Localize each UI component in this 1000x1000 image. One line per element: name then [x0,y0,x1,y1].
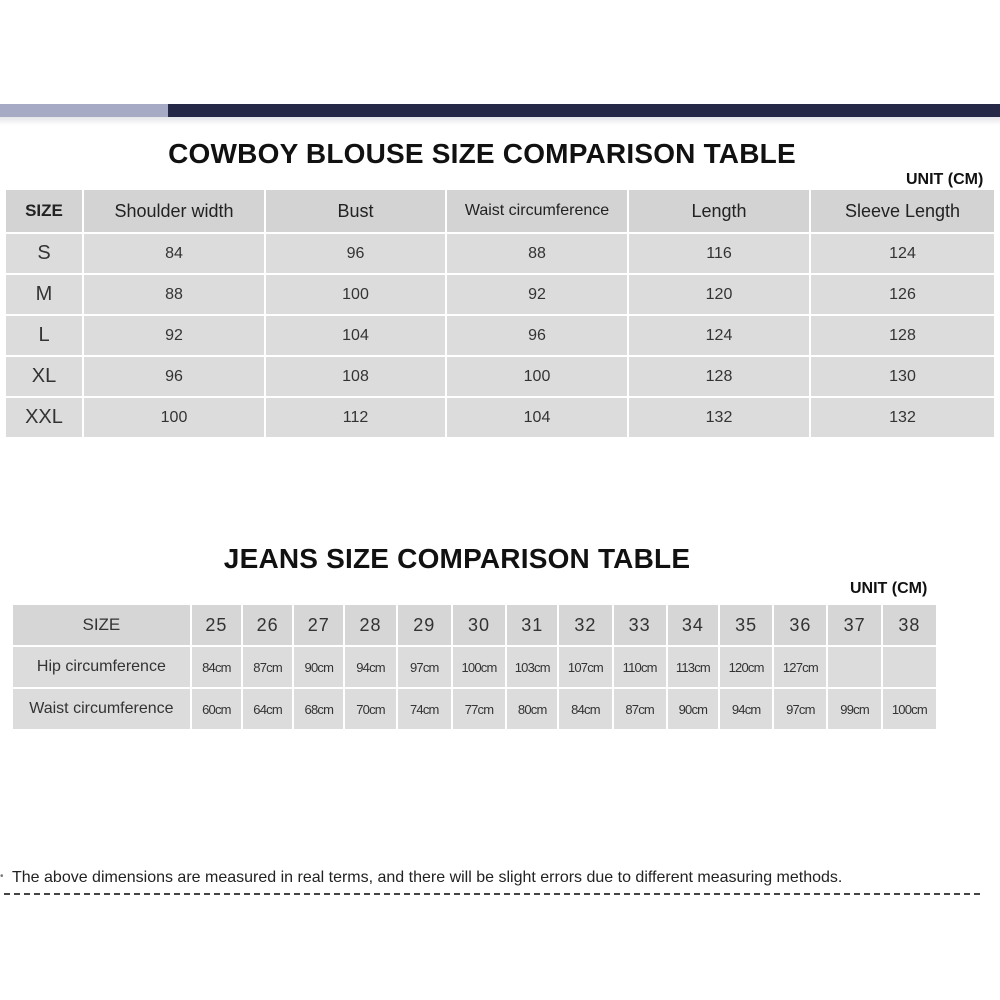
table-cell: 116 [629,234,811,275]
column-header: Bust [266,190,447,234]
table-cell: 110cm [614,647,668,689]
table-cell: 84 [84,234,266,275]
size-header-cell: 25 [192,605,243,647]
size-cell: XXL [6,398,84,439]
size-header-cell: 35 [720,605,774,647]
table-cell: 97cm [398,647,453,689]
blouse-size-table [6,190,996,439]
table-cell: 113cm [668,647,720,689]
table-row [6,316,996,357]
table-row [13,689,938,731]
table-cell: 84cm [559,689,613,731]
size-header-cell: 38 [883,605,938,647]
table-cell: 130 [811,357,996,398]
column-header: SIZE [13,605,192,647]
table-cell: 84cm [192,647,243,689]
table-cell: 132 [629,398,811,439]
size-header-cell: 30 [453,605,507,647]
table-cell: 97cm [774,689,828,731]
table-cell: 96 [447,316,629,357]
table-cell: 87cm [614,689,668,731]
table-cell: 99cm [828,689,882,731]
table-cell: 90cm [294,647,345,689]
column-header: Sleeve Length [811,190,996,234]
table-cell: 77cm [453,689,507,731]
table-cell: 92 [447,275,629,316]
jeans-unit-label: UNIT (CM) [850,580,928,597]
table-cell: 128 [629,357,811,398]
table-cell: 74cm [398,689,453,731]
size-header-cell: 31 [507,605,559,647]
table-cell: 103cm [507,647,559,689]
blouse-table-title: COWBOY BLOUSE SIZE COMPARISON TABLE [168,138,796,169]
header-bar-accent [0,104,168,117]
table-cell: 124 [629,316,811,357]
column-header: Waist circumference [447,190,629,234]
table-cell: 100cm [883,689,938,731]
table-cell: 128 [811,316,996,357]
table-row [6,275,996,316]
table-cell: 124 [811,234,996,275]
table-cell: 132 [811,398,996,439]
size-cell: S [6,234,84,275]
table-cell: 96 [84,357,266,398]
table-cell: 112 [266,398,447,439]
size-cell: L [6,316,84,357]
size-header-cell: 32 [559,605,613,647]
jeans-table-title: JEANS SIZE COMPARISON TABLE [223,543,691,574]
table-cell: 120cm [720,647,774,689]
size-header-cell: 26 [243,605,294,647]
table-cell [828,647,882,689]
table-cell: 100 [447,357,629,398]
dashed-divider [4,893,980,895]
table-cell: 100 [84,398,266,439]
table-cell: 80cm [507,689,559,731]
table-header-row [13,605,938,647]
size-header-cell: 34 [668,605,720,647]
table-cell: 90cm [668,689,720,731]
table-cell: 126 [811,275,996,316]
table-cell: 107cm [559,647,613,689]
table-row [6,357,996,398]
table-cell: 68cm [294,689,345,731]
table-row [13,647,938,689]
size-header-cell: 29 [398,605,453,647]
jeans-size-table [13,605,938,731]
measurement-note: The above dimensions are measured in real terms, and there will be slight errors due to different measuring methods. [12,869,843,886]
table-cell: 108 [266,357,447,398]
size-header-cell: 36 [774,605,828,647]
row-label: Hip circumference [13,647,192,689]
table-cell: 88 [84,275,266,316]
header-bar [168,104,1000,117]
header-bar-shadow [0,117,1000,125]
table-cell: 94cm [345,647,397,689]
table-cell: 100cm [453,647,507,689]
table-cell: 70cm [345,689,397,731]
table-header-row [6,190,996,234]
table-cell: 120 [629,275,811,316]
table-cell: 60cm [192,689,243,731]
note-bullet-icon: • [0,871,4,882]
blouse-unit-label: UNIT (CM) [906,171,984,188]
row-label: Waist circumference [13,689,192,731]
table-row [6,234,996,275]
table-cell: 104 [447,398,629,439]
size-header-cell: 27 [294,605,345,647]
column-header: Shoulder width [84,190,266,234]
table-cell: 127cm [774,647,828,689]
table-cell: 92 [84,316,266,357]
table-cell: 104 [266,316,447,357]
table-cell: 100 [266,275,447,316]
size-header-cell: 28 [345,605,397,647]
table-cell [883,647,938,689]
table-cell: 94cm [720,689,774,731]
size-cell: M [6,275,84,316]
size-header-cell: 33 [614,605,668,647]
table-row [6,398,996,439]
column-header: Length [629,190,811,234]
table-cell: 87cm [243,647,294,689]
size-cell: XL [6,357,84,398]
table-cell: 96 [266,234,447,275]
table-cell: 88 [447,234,629,275]
size-header-cell: 37 [828,605,882,647]
table-cell: 64cm [243,689,294,731]
column-header: SIZE [6,190,84,234]
